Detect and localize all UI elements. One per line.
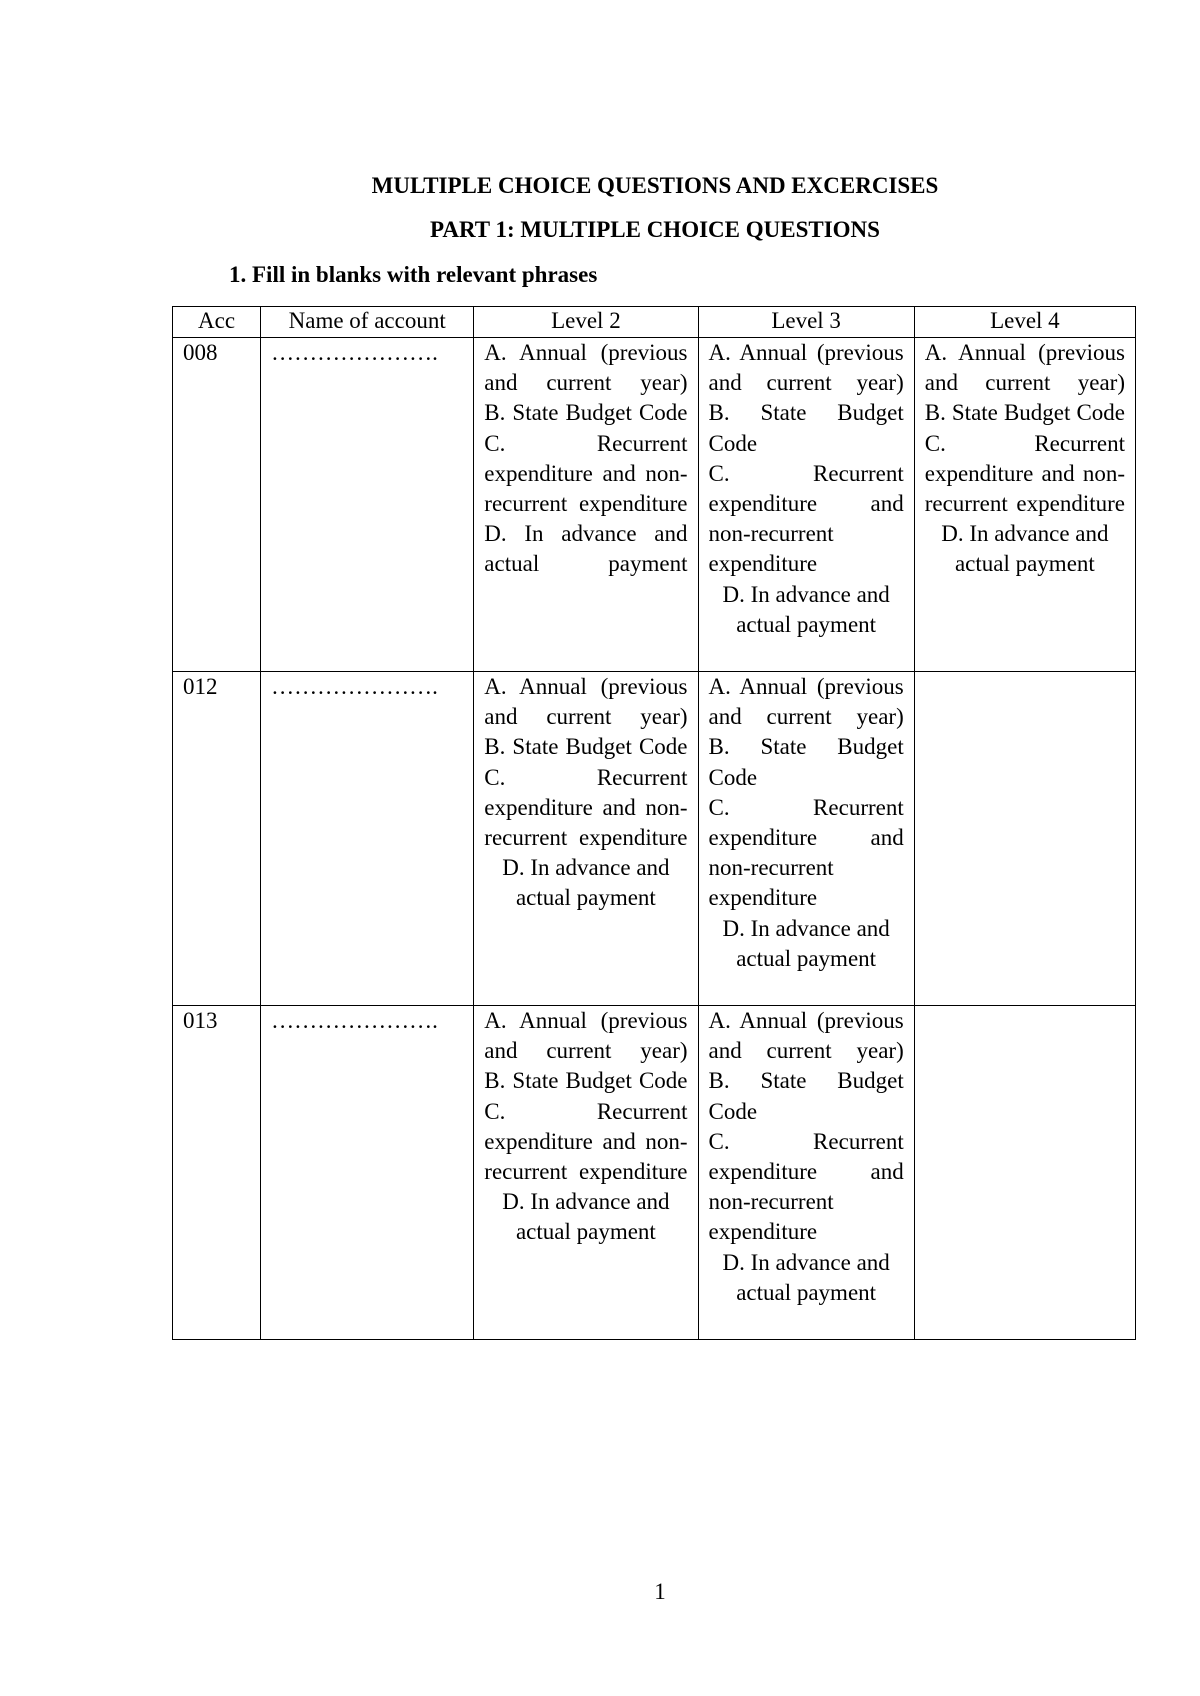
header-level-2: Level 2: [474, 307, 698, 338]
question-title: 1. Fill in blanks with relevant phrases: [229, 262, 598, 287]
level-4-options: [914, 338, 1135, 672]
header-level-4: Level 4: [914, 307, 1135, 338]
option-d: D. In advance and actual payment: [502, 1189, 670, 1245]
accounts-table: [172, 306, 1136, 1340]
option-a: A. Annual (previous and current year): [708, 674, 904, 730]
option-d: D. In advance and actual payment: [722, 1249, 890, 1305]
option-b: B. State Budget Code: [708, 400, 904, 456]
level-2-options: [474, 338, 698, 672]
option-c: C. Recurrent expenditure and non-recurrent expenditure: [484, 430, 688, 517]
table-row: [173, 672, 1136, 1006]
option-d: D. In advance and actual payment: [502, 855, 670, 911]
document-title: MULTIPLE CHOICE QUESTIONS AND EXCERCISES: [371, 173, 939, 198]
acc-code-cell: 013: [173, 1006, 261, 1340]
option-c: C. Recurrent expenditure and non-recurrent expenditure: [484, 764, 688, 851]
option-a: A. Annual (previous and current year): [708, 340, 904, 396]
option-c: C. Recurrent expenditure and non-recurrent expenditure: [924, 430, 1125, 517]
header-name-of-account: Name of account: [261, 307, 474, 338]
option-b: B. State Budget Code: [484, 1068, 688, 1094]
option-b: B. State Budget Code: [708, 734, 904, 790]
table-row: [173, 1006, 1136, 1340]
option-a: A. Annual (previous and current year): [484, 340, 688, 396]
option-a: A. Annual (previous and current year): [924, 340, 1125, 396]
option-b: B. State Budget Code: [708, 1068, 904, 1124]
acc-code-cell: 012: [173, 672, 261, 1006]
header-level-3: Level 3: [698, 307, 914, 338]
option-d: D. In advance and actual payment: [722, 581, 890, 637]
account-name-blank: ………………….: [261, 338, 474, 672]
option-d: D. In advance and actual payment: [484, 521, 688, 577]
option-d: D. In advance and actual payment: [722, 915, 890, 971]
level-4-empty-cell: [914, 672, 1135, 1006]
option-b: B. State Budget Code: [484, 734, 688, 760]
option-a: A. Annual (previous and current year): [484, 674, 688, 730]
option-c: C. Recurrent expenditure and non-recurrent expenditure: [484, 1098, 688, 1185]
level-2-options: [474, 672, 698, 1006]
header-acc: Acc: [173, 307, 261, 338]
option-a: A. Annual (previous and current year): [484, 1008, 688, 1064]
option-c: C. Recurrent expenditure and non-recurrent expenditure: [708, 460, 904, 577]
level-3-options: [698, 672, 914, 1006]
option-c: C. Recurrent expenditure and non-recurrent expenditure: [708, 1128, 904, 1245]
level-4-empty-cell: [914, 1006, 1135, 1340]
acc-code-cell: 008: [173, 338, 261, 672]
option-c: C. Recurrent expenditure and non-recurrent expenditure: [708, 794, 904, 911]
table-row: [173, 338, 1136, 672]
option-b: B. State Budget Code: [924, 400, 1125, 426]
level-3-options: [698, 338, 914, 672]
account-name-blank: ………………….: [261, 672, 474, 1006]
level-2-options: [474, 1006, 698, 1340]
option-b: B. State Budget Code: [484, 400, 688, 426]
part-title: PART 1: MULTIPLE CHOICE QUESTIONS: [430, 217, 880, 242]
table-header-row: [173, 307, 1136, 338]
option-d: D. In advance and actual payment: [941, 521, 1109, 577]
level-3-options: [698, 1006, 914, 1340]
option-a: A. Annual (previous and current year): [708, 1008, 904, 1064]
account-name-blank: ………………….: [261, 1006, 474, 1340]
page-number: 1: [654, 1579, 666, 1604]
